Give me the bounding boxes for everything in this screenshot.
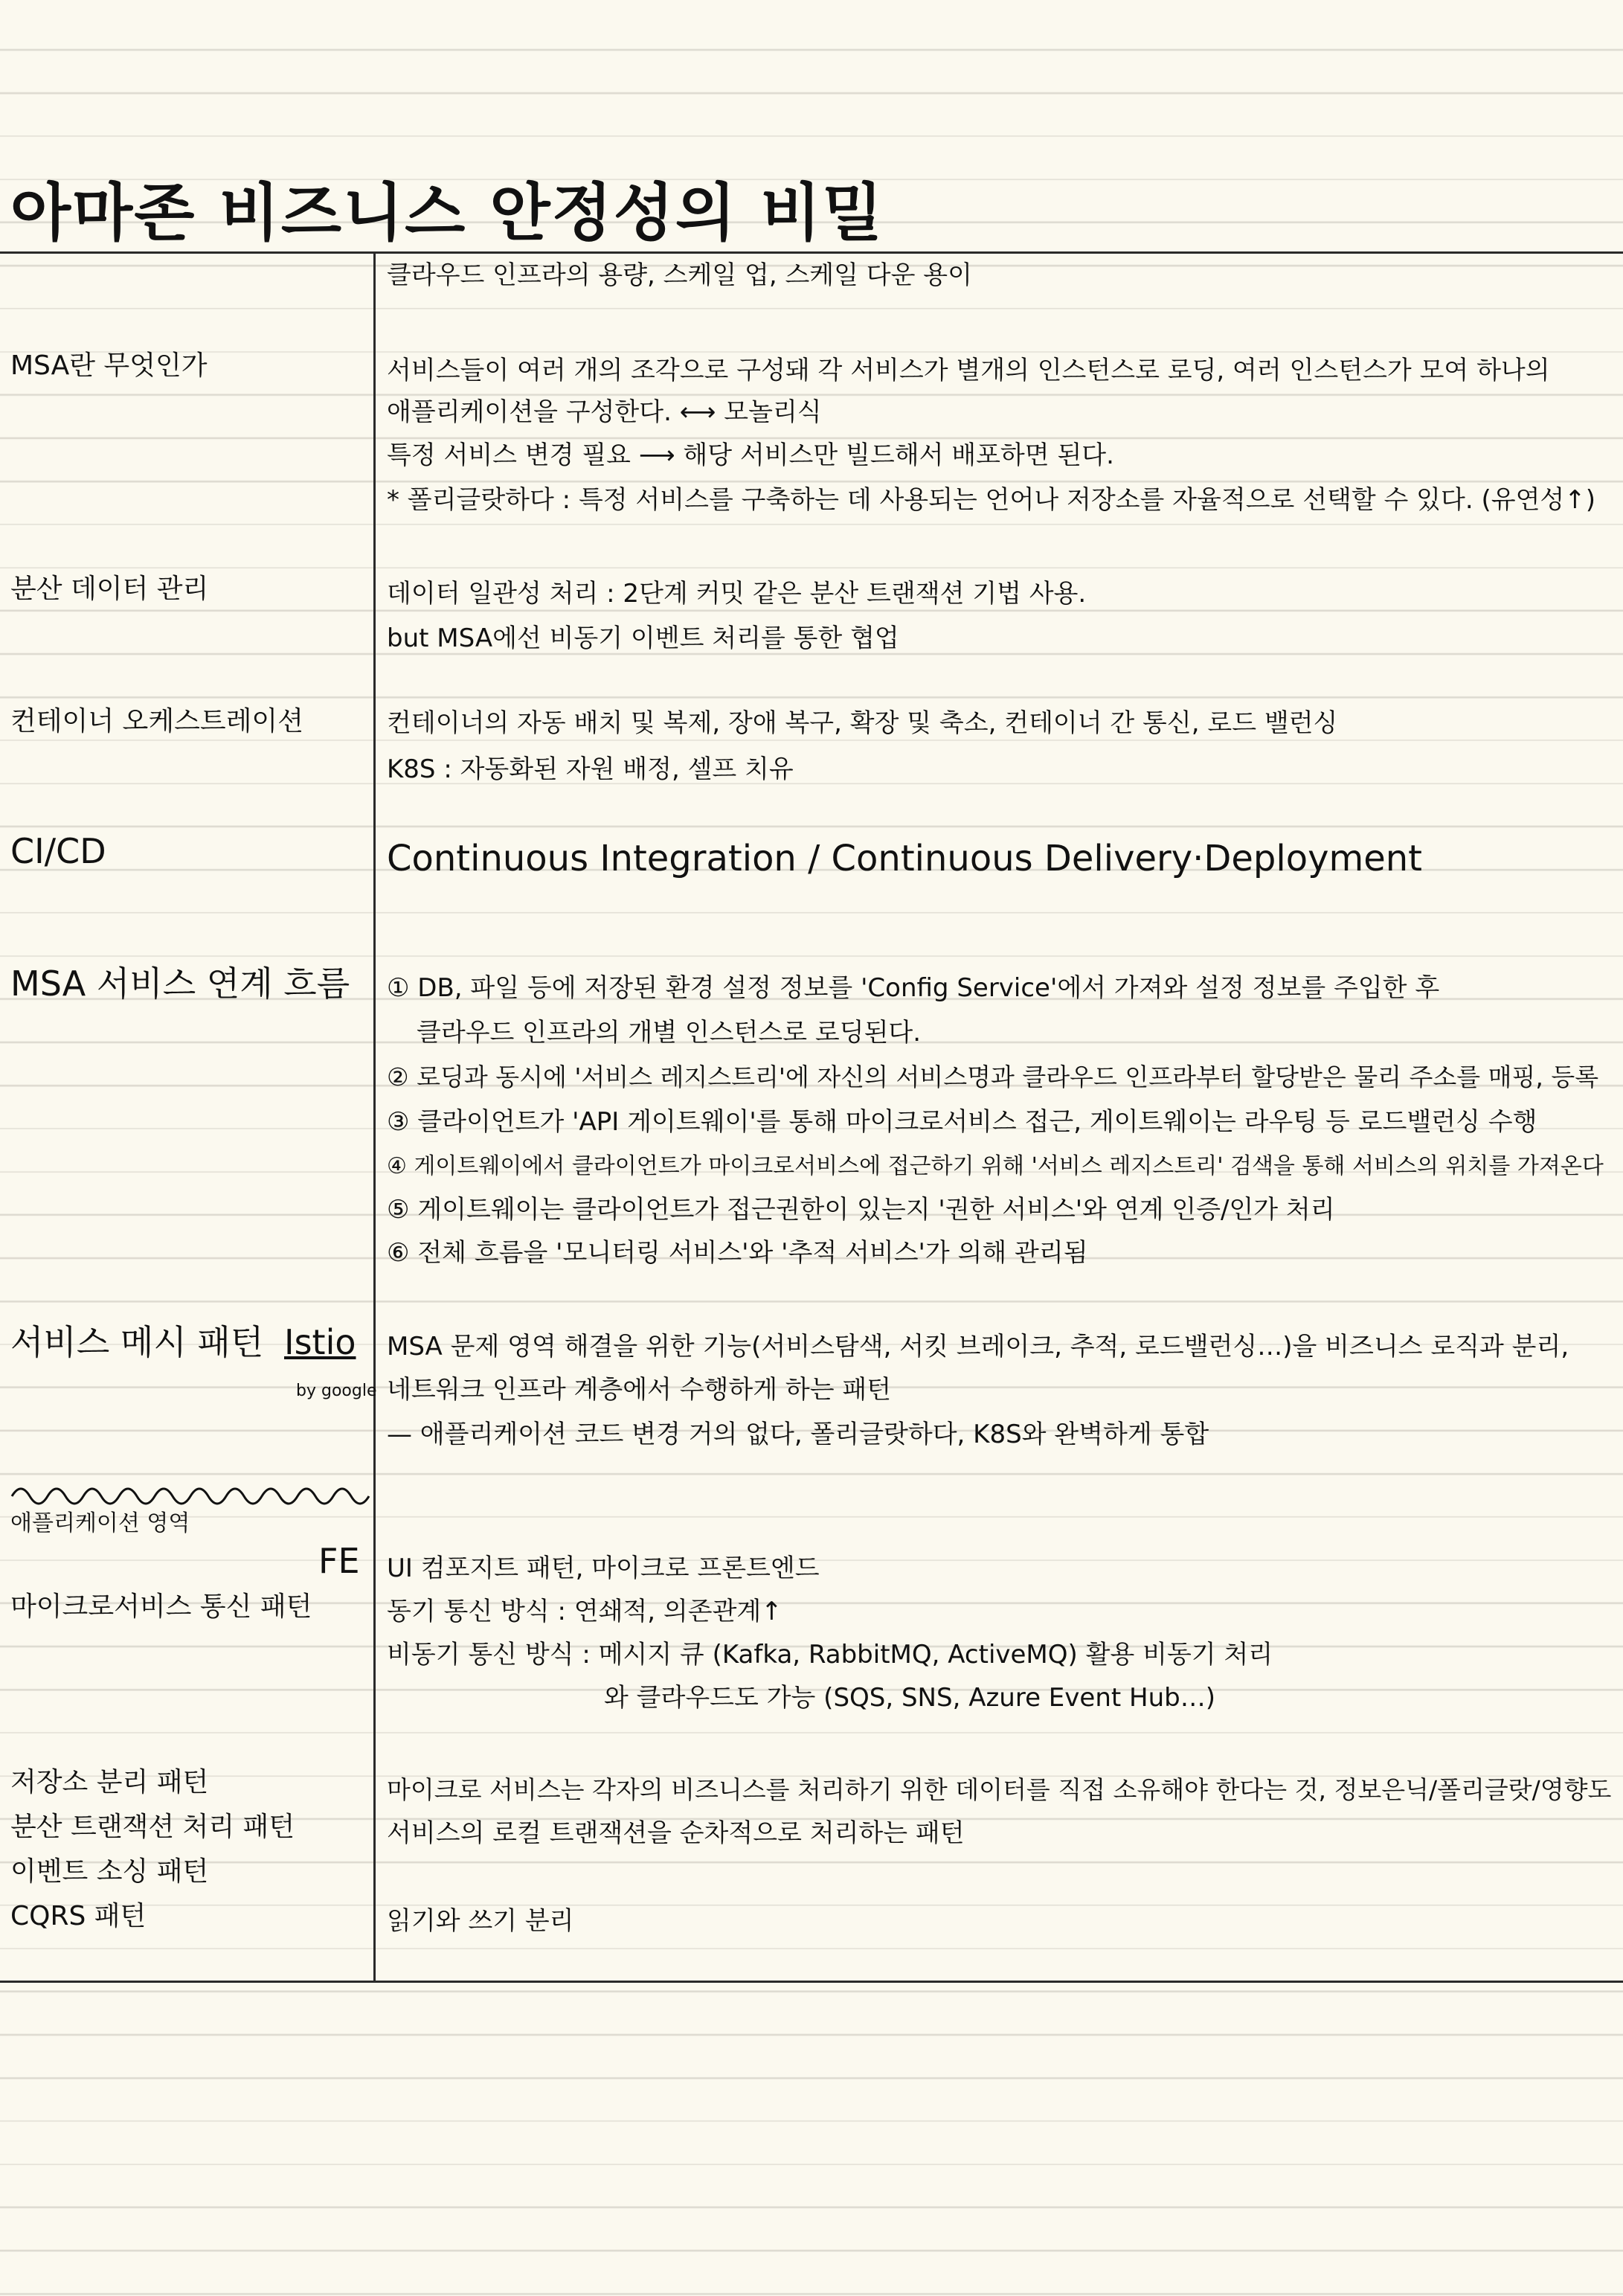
label-service-mesh: 서비스 메시 패턴 — [10, 1322, 264, 1362]
orchestration-line-2: K8S : 자동화된 자원 배정, 셀프 치유 — [387, 754, 794, 784]
msa-line-4: * 폴리글랏하다 : 특정 서비스를 구축하는 데 사용되는 언어나 저장소를 자율적으로 선택할 수 있다. (유연성↑) — [387, 485, 1596, 515]
label-distributed-transaction: 분산 트랜잭션 처리 패턴 — [10, 1812, 295, 1842]
label-cicd: CI/CD — [10, 831, 106, 871]
microservice-comm-line-2: 동기 통신 방식 : 연쇄적, 의존관계↑ — [387, 1597, 782, 1626]
msa-line-1: 서비스들이 여러 개의 조각으로 구성돼 각 서비스가 별개의 인스턴스로 로딩, 여러 인스턴스가 모여 하나의 — [387, 356, 1550, 385]
msa-flow-step-2: ② 로딩과 동시에 '서비스 레지스트리'에 자신의 서비스명과 클라우드 인프라부터 할당받은 물리 주소를 매핑, 등록 — [387, 1062, 1599, 1091]
fe-tag: FE — [318, 1541, 360, 1581]
label-msa-flow: MSA 서비스 연계 흐름 — [10, 963, 350, 1004]
label-cqrs: CQRS 패턴 — [10, 1901, 147, 1931]
wavy-divider-icon — [10, 1475, 372, 1505]
distributed-data-line-1: 데이터 일관성 처리 : 2단계 커밋 같은 분산 트랜잭션 기법 사용. — [387, 579, 1087, 609]
msa-flow-step-1: ① DB, 파일 등에 저장된 환경 설정 정보를 'Config Service'에서 가져와 설정 정보를 주입한 후 — [387, 973, 1440, 1003]
label-app-area: 애플리케이션 영역 — [10, 1510, 190, 1536]
msa-line-2: 애플리케이션을 구성한다. ⟷ 모놀리식 — [387, 397, 822, 427]
service-mesh-line-3: — 애플리케이션 코드 변경 거의 없다, 폴리글랏하다, K8S와 완벽하게 통합 — [387, 1420, 1209, 1449]
service-mesh-line-2: 네트워크 인프라 계층에서 수행하게 하는 패턴 — [387, 1375, 892, 1405]
msa-flow-step-1-cont: 클라우드 인프라의 개별 인스턴스로 로딩된다. — [417, 1018, 922, 1048]
header-note: 클라우드 인프라의 용량, 스케일 업, 스케일 다운 용이 — [387, 260, 972, 290]
label-storage-separation: 저장소 분리 패턴 — [10, 1767, 209, 1798]
istio-tag: Istio — [284, 1322, 356, 1362]
cicd-line: Continuous Integration / Continuous Delivery·Deployment — [387, 838, 1422, 879]
msa-flow-step-3: ③ 클라이언트가 'API 게이트웨이'를 통해 마이크로서비스 접근, 게이트웨이는 라우팅 등 로드밸런싱 수행 — [387, 1107, 1537, 1137]
storage-line-1: 마이크로 서비스는 각자의 비즈니스를 처리하기 위한 데이터를 직접 소유해야 한다는 것, 정보은닉/폴리글랏/영향도 — [387, 1775, 1612, 1804]
footer-rule — [0, 1981, 1623, 1983]
label-msa: MSA란 무엇인가 — [10, 350, 208, 381]
orchestration-line-1: 컨테이너의 자동 배치 및 복제, 장애 복구, 확장 및 축소, 컨테이너 간 통신, 로드 밸런싱 — [387, 708, 1338, 738]
service-mesh-line-1: MSA 문제 영역 해결을 위한 기능(서비스탐색, 서킷 브레이크, 추적, 로드밸런싱…)을 비즈니스 로직과 분리, — [387, 1332, 1569, 1362]
microservice-comm-line-1: UI 컴포지트 패턴, 마이크로 프론트엔드 — [387, 1553, 820, 1583]
msa-line-3: 특정 서비스 변경 필요 ⟶ 해당 서비스만 빌드해서 배포하면 된다. — [387, 440, 1114, 470]
msa-flow-step-4: ④ 게이트웨이에서 클라이언트가 마이크로서비스에 접근하기 위해 '서비스 레지스트리' 검색을 통해 서비스의 위치를 가져온다 — [387, 1153, 1604, 1179]
msa-flow-step-6: ⑥ 전체 흐름을 '모니터링 서비스'와 '추적 서비스'가 의해 관리됨 — [387, 1238, 1088, 1268]
label-distributed-data: 분산 데이터 관리 — [10, 574, 209, 604]
label-event-sourcing: 이벤트 소싱 패턴 — [10, 1856, 209, 1887]
storage-line-2: 서비스의 로컬 트랜잭션을 순차적으로 처리하는 패턴 — [387, 1818, 965, 1848]
microservice-comm-line-3: 비동기 통신 방식 : 메시지 큐 (Kafka, RabbitMQ, ActiveMQ) 활용 비동기 처리 — [387, 1640, 1273, 1670]
header-rule — [0, 251, 1623, 254]
column-divider — [373, 251, 376, 1983]
storage-line-3: 읽기와 쓰기 분리 — [387, 1906, 574, 1936]
microservice-comm-line-4: 와 클라우드도 가능 (SQS, SNS, Azure Event Hub…) — [604, 1683, 1215, 1713]
label-microservice-comm: 마이크로서비스 통신 패턴 — [10, 1591, 312, 1622]
page-title: 아마존 비즈니스 안정성의 비밀 — [10, 176, 884, 249]
istio-by-google: by google — [296, 1382, 377, 1400]
distributed-data-line-2: but MSA에선 비동기 이벤트 처리를 통한 협업 — [387, 623, 899, 653]
msa-flow-step-5: ⑤ 게이트웨이는 클라이언트가 접근권한이 있는지 '권한 서비스'와 연계 인증/인가 처리 — [387, 1195, 1335, 1225]
label-orchestration: 컨테이너 오케스트레이션 — [10, 706, 303, 737]
